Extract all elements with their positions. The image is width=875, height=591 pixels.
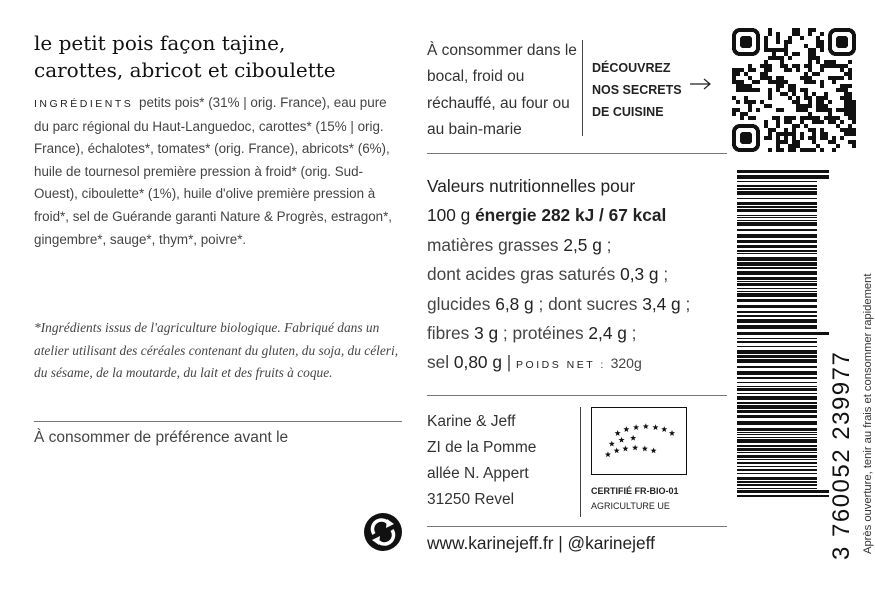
qr-code-icon — [732, 28, 856, 152]
nutrition-facts: Valeurs nutritionnelles pour 100 g énergie 282 kJ / 67 kcal matières grasses 2,5 g ; dont acides gras saturés 0,3 g ; glucides 6,8 g ; dont sucres 3,4 g ; fibres 3 g ; protéines 2,4 g ; sel 0,80 g | POIDS NET : 320g — [427, 176, 691, 373]
salt-value: 0,80 g — [453, 352, 502, 373]
barcode-digits — [792, 178, 855, 560]
organic-note: *Ingrédients issus de l'agriculture biologique. Fabriqué dans un atelier utilisant des céréales contenant du gluten, du soja, du céleri, du sésame, de la moutarde, du lait et des fruits à coque. — [34, 320, 399, 381]
storage-note — [848, 170, 874, 560]
arrow-right-icon — [690, 78, 712, 90]
fibre-value: 3 g — [474, 323, 499, 344]
address-line2: ZI de la Pomme — [427, 439, 537, 456]
nutrition-energy: énergie 282 kJ / 67 kcal — [475, 205, 667, 226]
protein-label: protéines — [512, 323, 584, 344]
address-line4: 31250 Revel — [427, 491, 515, 508]
sugars-value: 3,4 g — [642, 293, 681, 314]
certification-code: CERTIFIÉ FR-BIO-01 — [591, 486, 679, 496]
best-before-label: À consommer de préférence avant le — [34, 429, 289, 446]
ingredients-text: petits pois* (31% | orig. France), eau pure du parc régional du Haut-Languedoc, carottes* (15% | orig. France), échalotes*, tomates* (orig. France), abricots* (6%), huile de tournesol première pression à froid* (orig. Sud-Ouest), ciboulette* (1%), huile d'olive première pression à froid*, sel de Guérande garanti Nature & Progrès, estragon*, gingembre*, sauge*, thym*, poivre*. — [34, 95, 393, 247]
certification-origin: AGRICULTURE UE — [591, 501, 670, 511]
sugars-label: dont sucres — [548, 293, 638, 314]
fat-label: matières grasses — [427, 234, 559, 255]
divider — [427, 153, 727, 154]
discover-line3: DE CUISINE — [592, 105, 664, 119]
discover-line1: DÉCOUVREZ — [592, 61, 671, 75]
ingredients-label: INGRÉDIENTS — [34, 98, 134, 110]
eu-organic-leaf-icon — [591, 407, 687, 475]
nutrition-per: 100 g — [427, 205, 471, 226]
consumption-instructions: À consommer dans le bocal, froid ou réchauffé, au four ou au bain-marie — [427, 42, 577, 138]
net-weight-value: 320g — [610, 355, 642, 372]
product-title-line1: le petit pois façon tajine, — [34, 31, 286, 55]
website-link[interactable]: www.karinejeff.fr | @karinejeff — [427, 533, 655, 553]
divider — [34, 421, 402, 422]
storage-note-text: Après ouverture, tenir au frais et consommer rapidement — [862, 273, 874, 554]
product-title-line2: carottes, abricot et ciboulette — [34, 58, 336, 82]
discover-line2: NOS SECRETS — [592, 83, 682, 97]
producer-address — [427, 409, 577, 513]
carbs-value: 6,8 g — [495, 293, 534, 314]
divider — [427, 526, 727, 527]
barcode-number: 3 760052 239977 — [828, 350, 855, 560]
vertical-divider — [582, 40, 583, 136]
net-weight-label: POIDS NET : — [516, 359, 606, 372]
saturated-value: 0,3 g — [620, 264, 659, 285]
vertical-divider — [580, 407, 581, 517]
recycle-icon — [363, 512, 403, 552]
discover-secrets-link — [592, 57, 717, 123]
product-title — [34, 30, 404, 84]
nutrition-intro: Valeurs nutritionnelles pour — [427, 176, 636, 196]
ingredients-block — [34, 92, 404, 251]
address-line3: allée N. Appert — [427, 465, 529, 482]
salt-label: sel — [427, 352, 450, 373]
fibre-label: fibres — [427, 323, 470, 344]
saturated-label: dont acides gras saturés — [427, 264, 616, 285]
fat-value: 2,5 g — [563, 234, 602, 255]
divider — [427, 395, 727, 396]
protein-value: 2,4 g — [588, 323, 627, 344]
carbs-label: glucides — [427, 293, 491, 314]
address-line1: Karine & Jeff — [427, 413, 516, 430]
